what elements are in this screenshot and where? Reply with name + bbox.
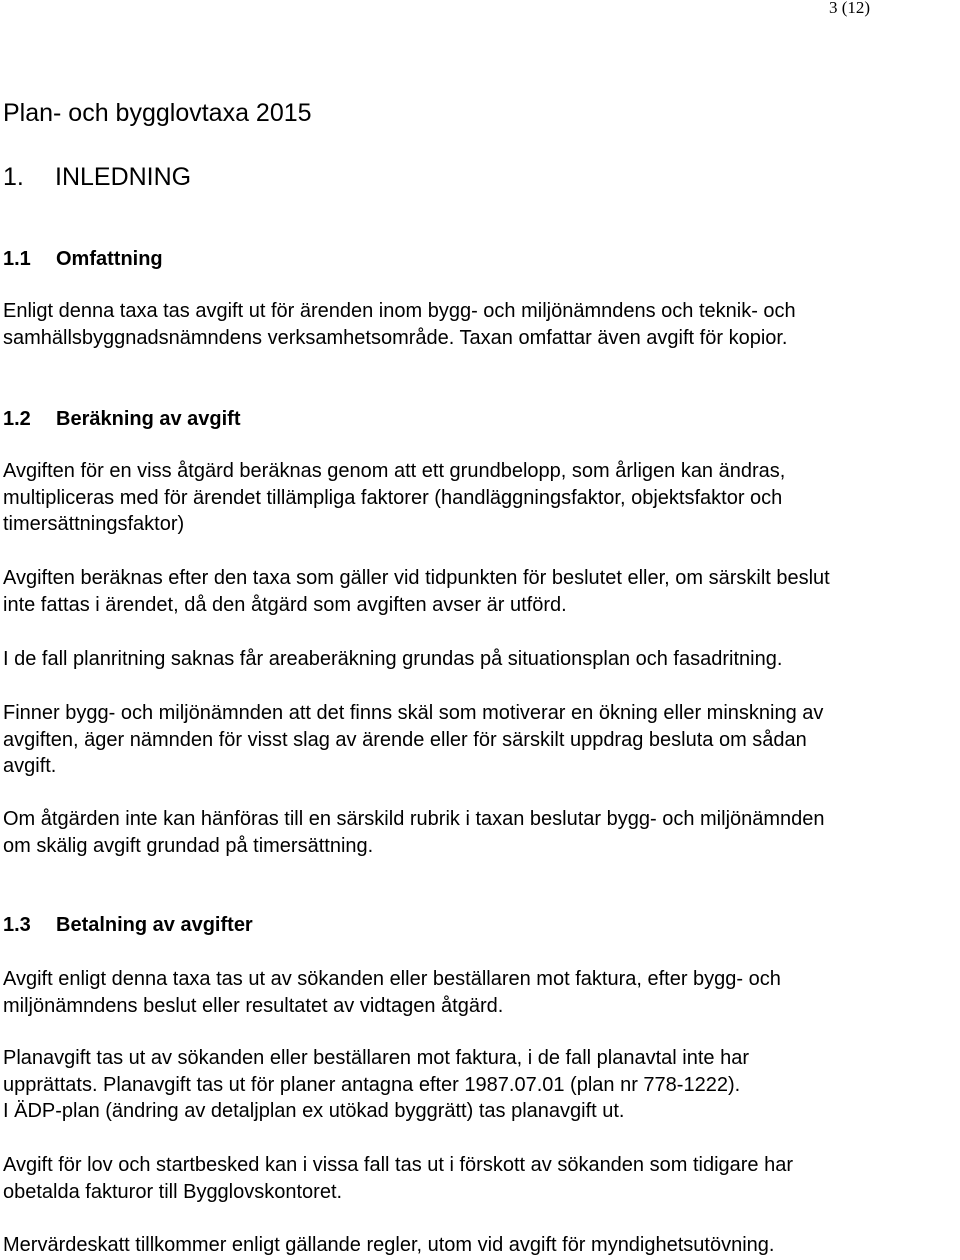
paragraph-line: samhällsbyggnadsnämndens verksamhetsområde. Taxan omfattar även avgift för kopior. <box>3 326 788 349</box>
paragraph-berakning-4 <box>3 700 960 780</box>
paragraph-betalning-1 <box>3 966 960 1019</box>
paragraph-line: avgift. <box>3 755 57 777</box>
paragraph-betalning-3 <box>3 1152 960 1205</box>
paragraph-line: I ÄDP-plan (ändring av detaljplan ex utökad byggrätt) tas planavgift ut. <box>3 1100 625 1122</box>
paragraph-line: obetalda fakturor till Bygglovskontoret. <box>3 1180 343 1203</box>
paragraph-line: Om åtgärden inte kan hänföras till en särskild rubrik i taxan beslutar bygg- och miljönämnden <box>3 808 825 830</box>
paragraph-line: Enligt denna taxa tas avgift ut för ärenden inom bygg- och miljönämndens och teknik- och <box>3 300 796 322</box>
paragraph-line: miljönämndens beslut eller resultatet av vidtagen åtgärd. <box>3 994 504 1017</box>
section-number: 1.3 <box>3 914 31 936</box>
section-title: Omfattning <box>56 248 163 270</box>
section-heading-betalning <box>3 912 253 938</box>
section-number: 1.1 <box>3 248 31 270</box>
paragraph-line: Avgift enligt denna taxa tas ut av sökanden eller beställaren mot faktura, efter bygg- och <box>3 968 781 990</box>
paragraph-line: multipliceras med för ärendet tillämpliga faktorer (handläggningsfaktor, objektsfaktor och <box>3 486 783 509</box>
heading-number: 1. <box>3 163 24 191</box>
paragraph-berakning-2 <box>3 565 960 618</box>
paragraph-line: Mervärdeskatt tillkommer enligt gällande regler, utom vid avgift för myndighetsutövning. <box>3 1234 775 1256</box>
section-heading-berakning <box>3 406 241 432</box>
page-number: 3 (12) <box>829 0 871 17</box>
paragraph-line: timersättningsfaktor) <box>3 513 185 535</box>
paragraph-berakning-1 <box>3 458 960 538</box>
heading-text: INLEDNING <box>55 163 192 191</box>
paragraph-line: upprättats. Planavgift tas ut för planer antagna efter 1987.07.01 (plan nr 778-1222). <box>3 1073 741 1096</box>
section-title: Beräkning av avgift <box>56 408 241 430</box>
section-heading-omfattning <box>3 246 163 272</box>
paragraph-betalning-4 <box>3 1232 960 1259</box>
paragraph-line: I de fall planritning saknas får areaberäkning grundas på situationsplan och fasadritning. <box>3 648 783 670</box>
paragraph-line: om skälig avgift grundad på timersättning. <box>3 834 374 857</box>
paragraph-line: avgiften, äger nämnden för visst slag av ärende eller för särskilt uppdrag besluta om sådan <box>3 728 807 751</box>
paragraph-omfattning <box>3 298 960 351</box>
paragraph-line: Avgiften beräknas efter den taxa som gäller vid tidpunkten för beslutet eller, om särskilt beslut <box>3 567 830 589</box>
paragraph-line: Finner bygg- och miljönämnden att det finns skäl som motiverar en ökning eller minskning av <box>3 702 824 724</box>
paragraph-line: Planavgift tas ut av sökanden eller beställaren mot faktura, i de fall planavtal inte har <box>3 1047 749 1069</box>
paragraph-line: Avgift för lov och startbesked kan i vissa fall tas ut i förskott av sökanden som tidigare har <box>3 1154 794 1176</box>
document-title: Plan- och bygglovtaxa 2015 <box>3 99 312 127</box>
section-number: 1.2 <box>3 408 31 430</box>
heading-inledning <box>3 162 191 192</box>
paragraph-line: Avgiften för en viss åtgärd beräknas genom att ett grundbelopp, som årligen kan ändras, <box>3 460 786 482</box>
paragraph-betalning-2 <box>3 1045 960 1125</box>
paragraph-berakning-3 <box>3 646 960 673</box>
paragraph-berakning-5 <box>3 806 960 859</box>
paragraph-line: inte fattas i ärendet, då den åtgärd som avgiften avser är utförd. <box>3 593 567 616</box>
section-title: Betalning av avgifter <box>56 914 253 936</box>
